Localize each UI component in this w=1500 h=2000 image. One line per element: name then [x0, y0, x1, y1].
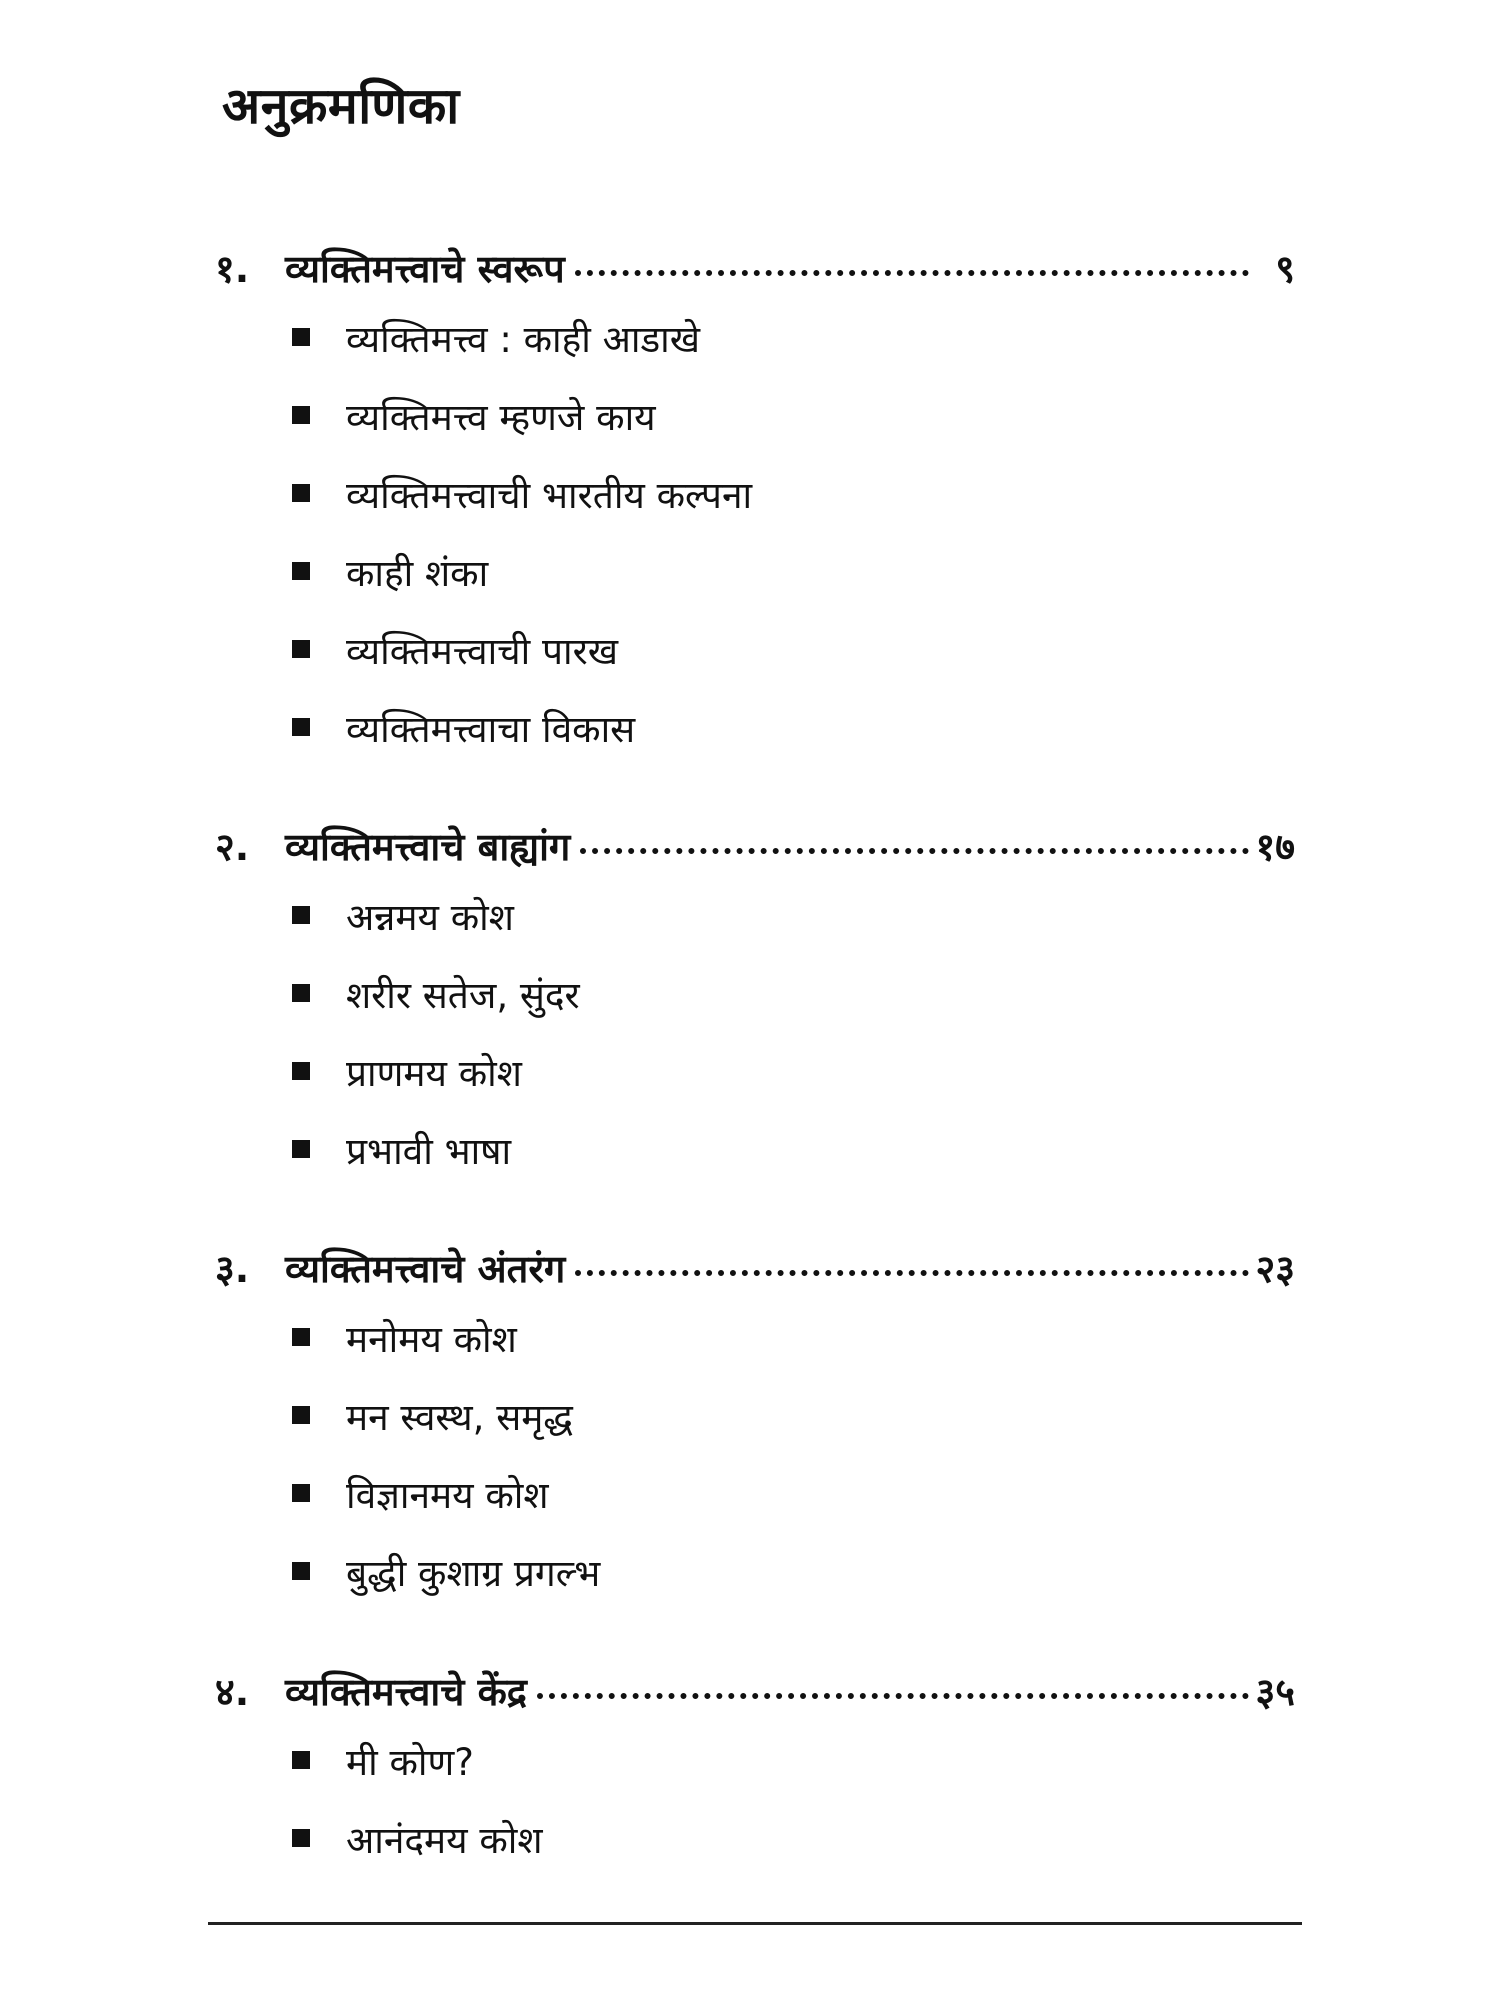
list-item — [292, 688, 1295, 766]
list-item — [292, 298, 1295, 376]
list-item-label: शरीर सतेज, सुंदर — [346, 973, 580, 1017]
chapter-page-number: १७ — [1255, 825, 1295, 869]
list-item-label: आनंदमय कोश — [346, 1818, 543, 1862]
list-item-label: विज्ञानमय कोश — [346, 1473, 549, 1517]
chapter-page-number: ३५ — [1255, 1670, 1295, 1714]
square-bullet-icon — [292, 1406, 310, 1424]
chapter-4 — [215, 1665, 1295, 1877]
list-item — [292, 876, 1295, 954]
dot-leader — [537, 1693, 1249, 1699]
square-bullet-icon — [292, 1328, 310, 1346]
chapter-title: व्यक्तिमत्त्वाचे केंद्र — [285, 1670, 527, 1714]
list-item-label: प्रभावी भाषा — [346, 1129, 512, 1173]
chapter-number: ४. — [215, 1670, 250, 1714]
list-item-label: काही शंका — [346, 551, 489, 595]
square-bullet-icon — [292, 906, 310, 924]
square-bullet-icon — [292, 718, 310, 736]
square-bullet-icon — [292, 1140, 310, 1158]
chapter-title: व्यक्तिमत्त्वाचे बाह्यांग — [285, 825, 571, 869]
chapter-number: १. — [215, 247, 250, 291]
chapter-2 — [215, 820, 1295, 1188]
list-item-label: व्यक्तिमत्त्वाची भारतीय कल्पना — [346, 473, 753, 517]
dot-leader — [575, 1270, 1249, 1276]
list-item — [292, 376, 1295, 454]
list-item — [292, 610, 1295, 688]
chapter-heading[interactable] — [215, 820, 1295, 876]
square-bullet-icon — [292, 984, 310, 1002]
list-item — [292, 1298, 1295, 1376]
square-bullet-icon — [292, 1484, 310, 1502]
chapter-heading[interactable] — [215, 1242, 1295, 1298]
list-item-label: प्राणमय कोश — [346, 1051, 522, 1095]
square-bullet-icon — [292, 1562, 310, 1580]
square-bullet-icon — [292, 562, 310, 580]
chapter-1 — [215, 242, 1295, 766]
chapter-page-number: २३ — [1255, 1247, 1295, 1291]
list-item — [292, 1032, 1295, 1110]
square-bullet-icon — [292, 1062, 310, 1080]
square-bullet-icon — [292, 328, 310, 346]
list-item — [292, 1454, 1295, 1532]
list-item-label: मन स्वस्थ, समृद्ध — [346, 1395, 573, 1439]
list-item-label: मनोमय कोश — [346, 1317, 517, 1361]
list-item-label: व्यक्तिमत्त्वाचा विकास — [346, 707, 636, 751]
chapter-heading[interactable] — [215, 1665, 1295, 1721]
chapter-title: व्यक्तिमत्त्वाचे अंतरंग — [285, 1247, 566, 1291]
list-item — [292, 1532, 1295, 1610]
chapter-heading[interactable] — [215, 242, 1295, 298]
chapter-title: व्यक्तिमत्त्वाचे स्वरूप — [285, 247, 565, 291]
square-bullet-icon — [292, 1751, 310, 1769]
list-item-label: व्यक्तिमत्त्वाची पारख — [346, 629, 619, 673]
chapter-number: २. — [215, 825, 250, 869]
list-item — [292, 1799, 1295, 1877]
list-item — [292, 454, 1295, 532]
dot-leader — [580, 848, 1249, 854]
list-item — [292, 532, 1295, 610]
page-title: अनुक्रमणिका — [222, 77, 460, 135]
square-bullet-icon — [292, 484, 310, 502]
chapter-page-number: ९ — [1275, 247, 1295, 291]
list-item-label: व्यक्तिमत्त्व म्हणजे काय — [346, 395, 656, 439]
bottom-divider — [208, 1922, 1302, 1925]
list-item-label: बुद्धी कुशाग्र प्रगल्भ — [346, 1551, 601, 1595]
list-item — [292, 1721, 1295, 1799]
square-bullet-icon — [292, 406, 310, 424]
square-bullet-icon — [292, 1829, 310, 1847]
list-item — [292, 954, 1295, 1032]
chapter-3 — [215, 1242, 1295, 1610]
list-item-label: व्यक्तिमत्त्व : काही आडाखे — [346, 317, 701, 361]
list-item-label: अन्नमय कोश — [346, 895, 514, 939]
dot-leader — [575, 270, 1249, 276]
list-item — [292, 1110, 1295, 1188]
square-bullet-icon — [292, 640, 310, 658]
chapter-number: ३. — [215, 1247, 250, 1291]
list-item-label: मी कोण? — [346, 1740, 474, 1784]
list-item — [292, 1376, 1295, 1454]
